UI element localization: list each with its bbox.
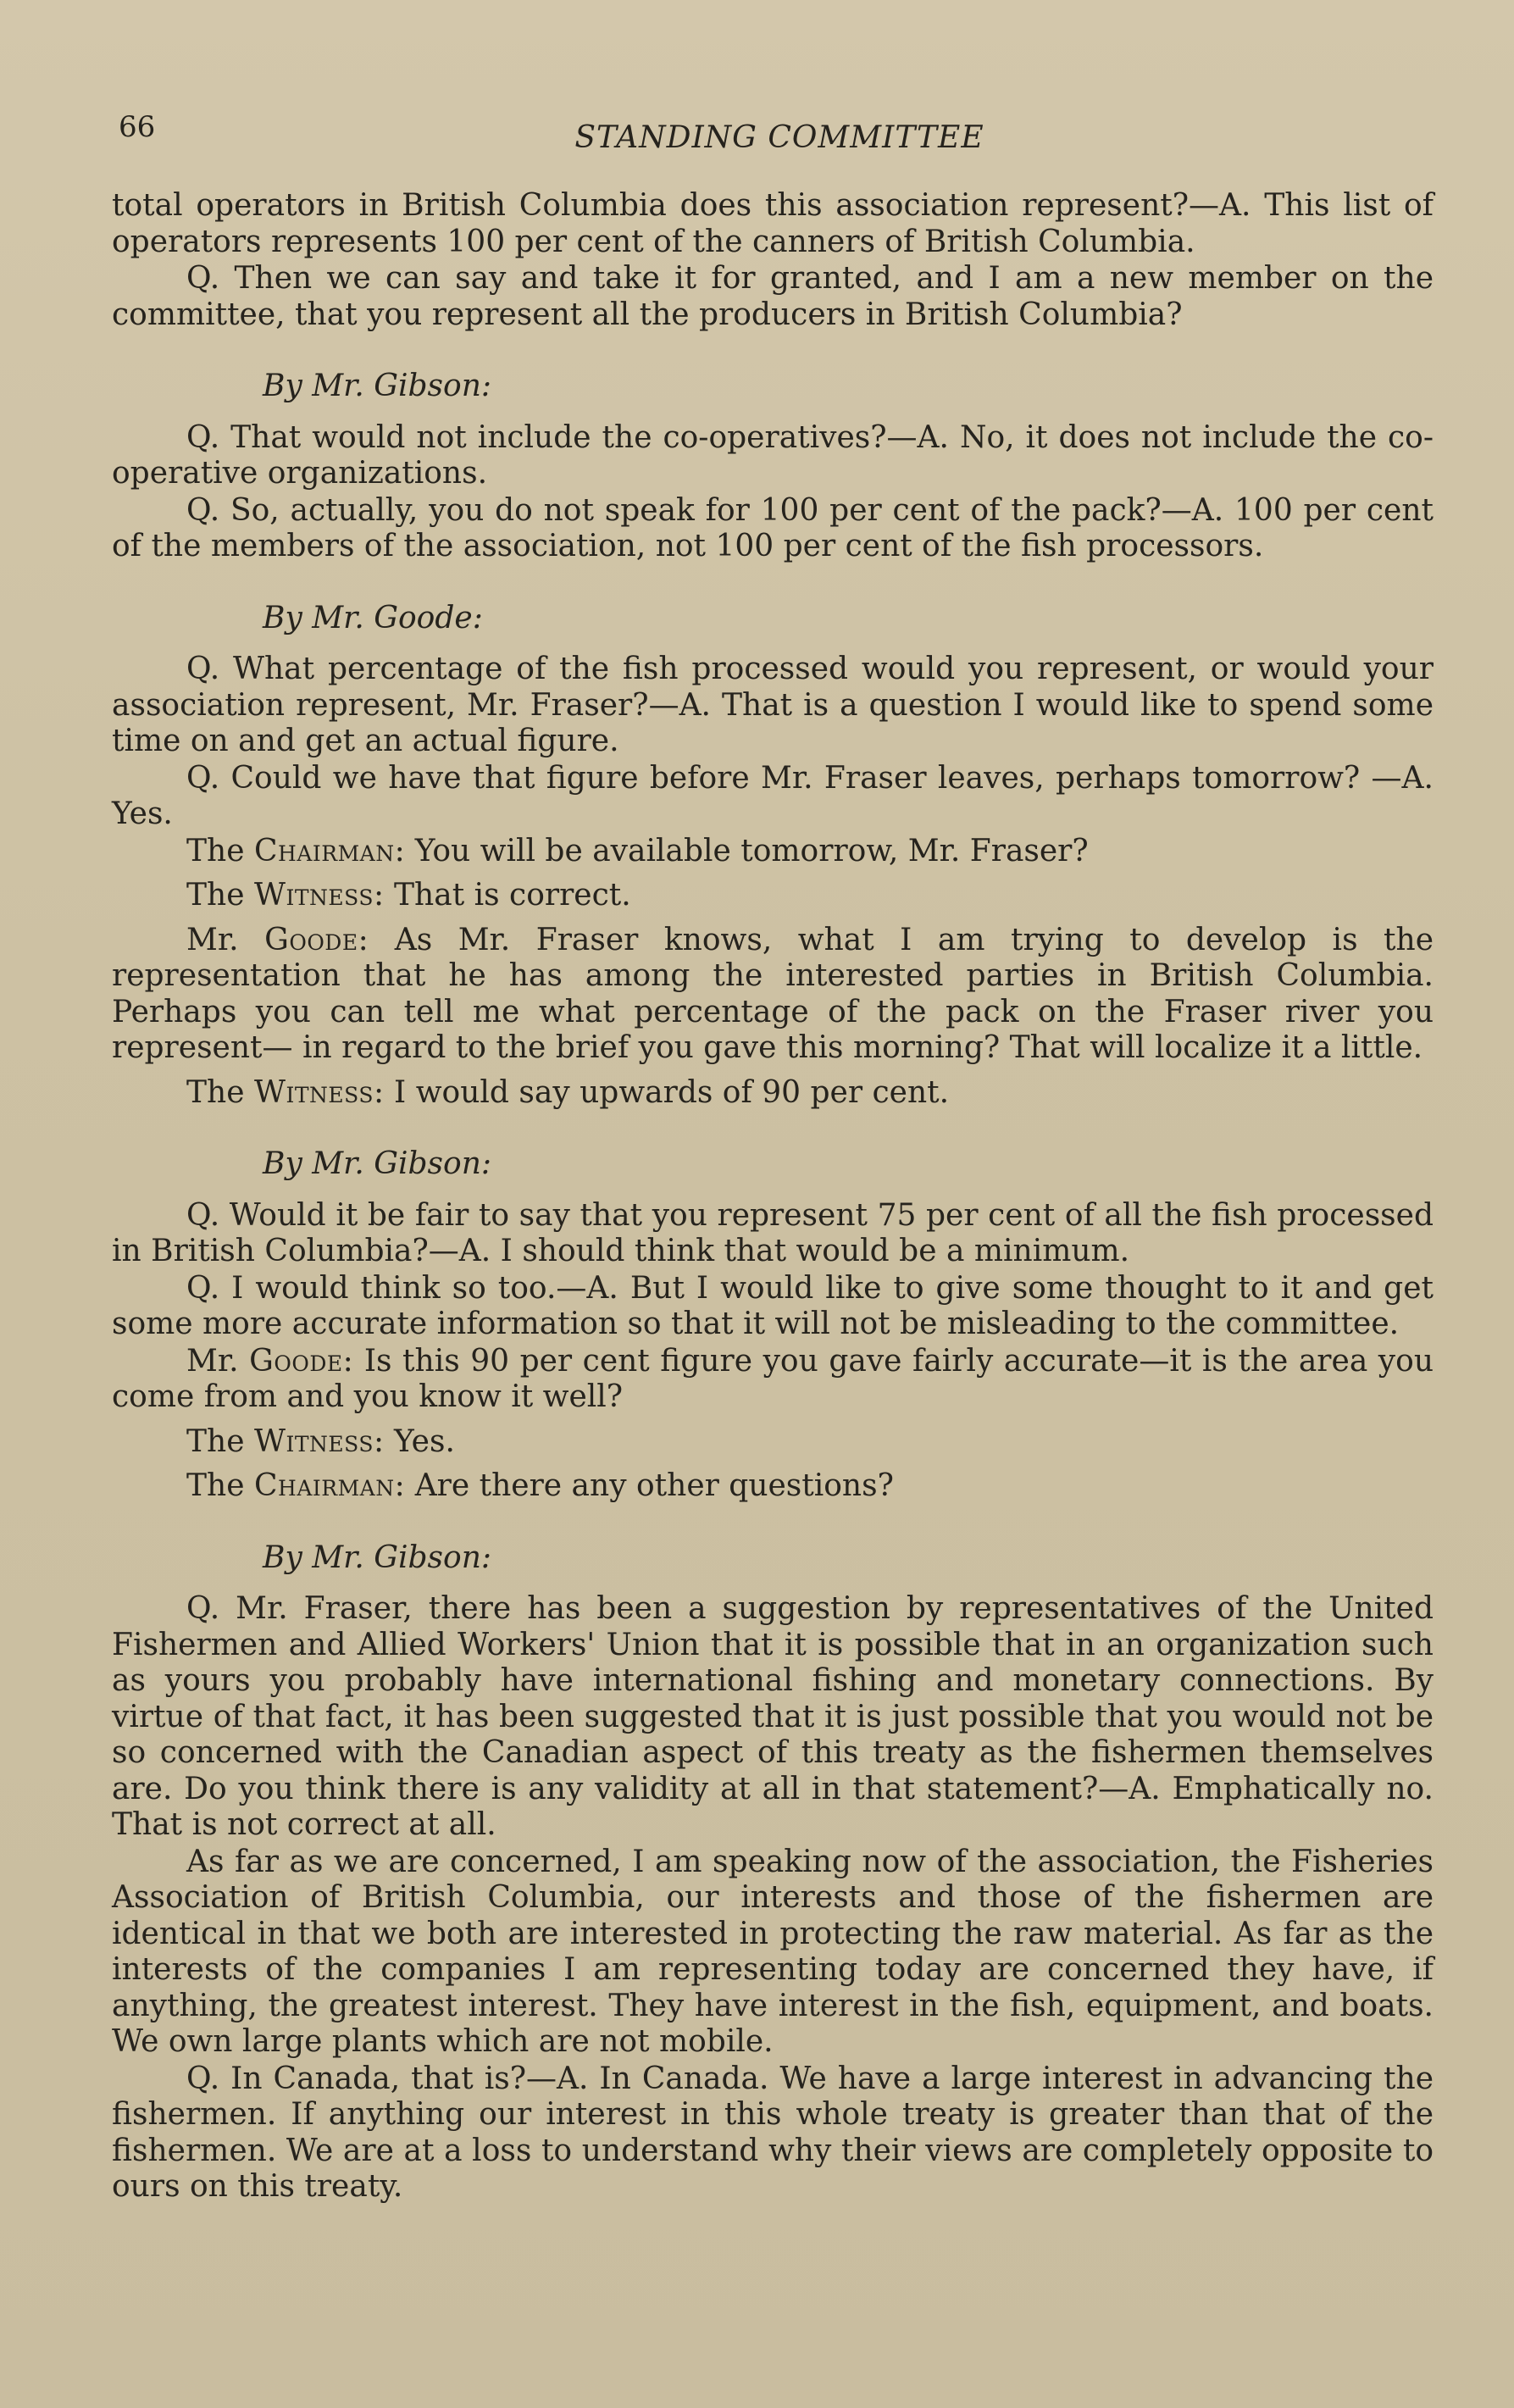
speaker-prefix: Mr.: [186, 922, 239, 957]
speaker-prefix: The: [186, 1423, 245, 1459]
transcript-paragraph: Q. What percentage of the fish processed would you represent, or would your association represent, Mr. Fraser?—A. That is a question I would like to spend some time on and get an actual figure.: [112, 652, 1434, 758]
speaker-name: Witness:: [253, 1423, 385, 1459]
examiner-heading: By Mr. Gibson:: [263, 1540, 492, 1575]
speaker-text: That is correct.: [394, 878, 631, 913]
transcript-paragraph: Q. So, actually, you do not speak for 100 per cent of the pack?—A. 100 per cent of the members of the association, not 100 per cent of the fish processors.: [112, 492, 1434, 563]
examiner-heading: By Mr. Gibson:: [263, 369, 492, 403]
speaker-text: Is this 90 per cent figure you gave fairly accurate—it is the area you come from and you know it well?: [112, 1343, 1434, 1414]
speaker-text: Are there any other questions?: [414, 1468, 894, 1503]
speaker-paragraph: [112, 923, 1434, 1067]
speaker-name: Witness:: [253, 878, 385, 913]
transcript-paragraph: Q. I would think so too.—A. But I would like to give some thought to it and get some more accurate information so that it will not be misleading to the committee.: [112, 1270, 1434, 1341]
speaker-paragraph: [112, 1468, 1434, 1505]
speaker-name: Witness:: [253, 1074, 385, 1110]
transcript-paragraph: Q. Mr. Fraser, there has been a suggestion by representatives of the United Fishermen and Allied Workers' Union that it is possible that in an organization such as yours you probably have international fishing and monetary connections. By virtue of that fact, it has been suggested that it is just possible that you would not be so concerned with the Canadian aspect of this treaty as the fishermen themselves are. Do you think there is any validity at all in that statement?—A. Emphatically no. That is not correct at all.: [112, 1591, 1434, 1842]
transcript-paragraph: Q. That would not include the co-operatives?—A. No, it does not include the co-operative organizations.: [112, 419, 1434, 491]
running-head: STANDING COMMITTEE: [574, 120, 984, 155]
speaker-name: Goode:: [264, 922, 369, 957]
speaker-name: Chairman:: [253, 1468, 406, 1503]
page-header: [119, 110, 1440, 161]
speaker-text: I would say upwards of 90 per cent.: [394, 1074, 950, 1110]
page-number: 66: [119, 110, 156, 144]
speaker-prefix: The: [186, 878, 245, 913]
transcript-paragraph: Q. Then we can say and take it for granted, and I am a new member on the committee, that you represent all the producers in British Columbia?: [112, 261, 1434, 332]
speaker-paragraph: [112, 834, 1434, 870]
speaker-name: Chairman:: [253, 833, 406, 868]
speaker-prefix: The: [186, 1468, 245, 1503]
speaker-prefix: The: [186, 833, 245, 868]
transcript-paragraph: total operators in British Columbia does this association represent?—A. This list of operators represents 100 per cent of the canners of British Columbia.: [112, 188, 1434, 259]
transcript-paragraph: Q. Would it be fair to say that you represent 75 per cent of all the fish processed in British Columbia?—A. I should think that would be a minimum.: [112, 1197, 1434, 1268]
speaker-text: As Mr. Fraser knows, what I am trying to develop is the representation that he has among the interested parties in British Columbia. Perhaps you can tell me what percentage of the pack on the Fraser river you represent— in regard to the brief you gave this morning? That will localize it a little.: [112, 922, 1434, 1065]
speaker-prefix: Mr.: [186, 1343, 239, 1379]
examiner-heading: By Mr. Goode:: [263, 600, 483, 635]
transcript-paragraph: As far as we are concerned, I am speaking now of the association, the Fisheries Association of British Columbia, our interests and those of the fishermen are identical in that we both are interested in protecting the raw material. As far as the interests of the companies I am representing today are concerned they have, if anything, the greatest interest. They have interest in the fish, equipment, and boats. We own large plants which are not mobile.: [112, 1844, 1434, 2059]
speaker-text: You will be available tomorrow, Mr. Fraser?: [414, 833, 1089, 868]
transcript-paragraph: Q. In Canada, that is?—A. In Canada. We have a large interest in advancing the fishermen. If anything our interest in this whole treaty is greater than that of the fishermen. We are at a loss to understand why their views are completely opposite to ours on this treaty.: [112, 2061, 1434, 2204]
speaker-text: Yes.: [394, 1423, 455, 1459]
speaker-paragraph: [112, 1075, 1434, 1112]
body-text: [112, 188, 1434, 2206]
examiner-heading: By Mr. Gibson:: [263, 1146, 492, 1181]
speaker-name: Goode:: [249, 1343, 354, 1379]
transcript-paragraph: Q. Could we have that figure before Mr. Fraser leaves, perhaps tomorrow? —A. Yes.: [112, 760, 1434, 831]
speaker-prefix: The: [186, 1074, 245, 1110]
speaker-paragraph: [112, 878, 1434, 914]
speaker-paragraph: [112, 1344, 1434, 1416]
speaker-paragraph: [112, 1424, 1434, 1461]
